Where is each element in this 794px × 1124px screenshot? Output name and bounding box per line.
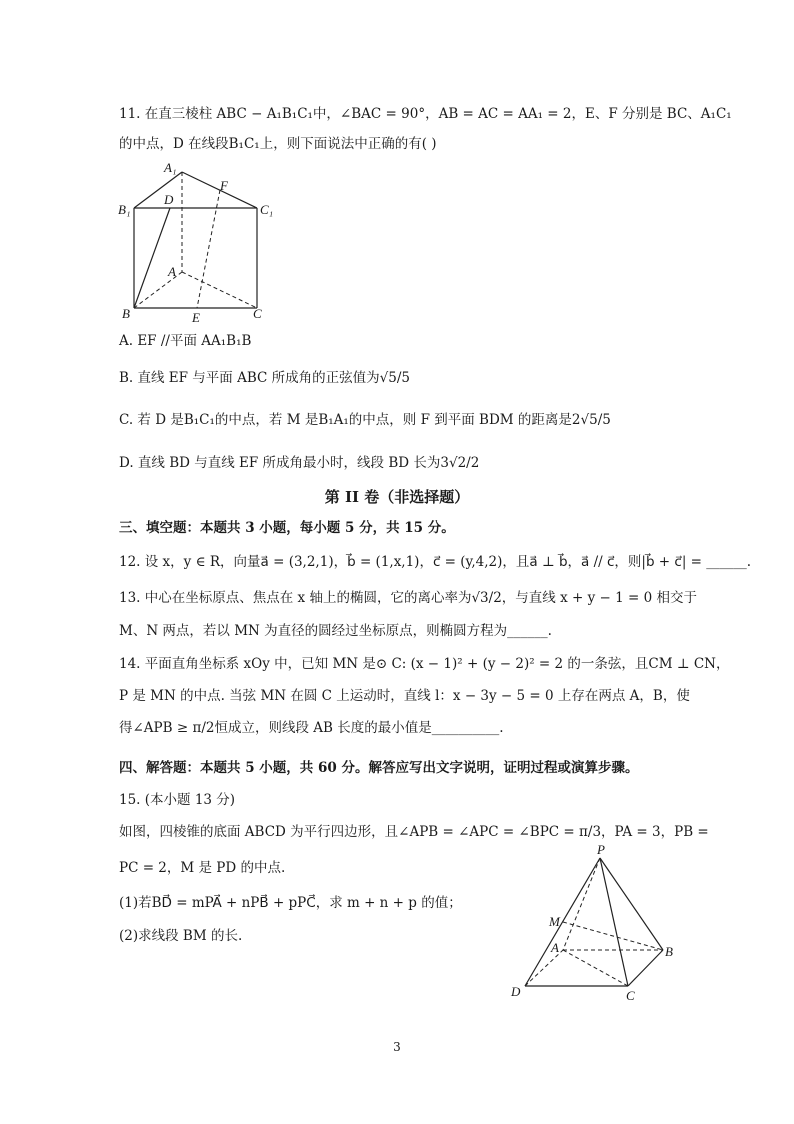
label-a: A xyxy=(551,940,559,955)
q11-option-c: C. 若 D 是B₁C₁的中点，若 M 是B₁A₁的中点，则 F 到平面 BDM 的距离是2√5/5 xyxy=(119,412,611,428)
q15-part2: (2)求线段 BM 的长. xyxy=(119,928,243,944)
label-f: F xyxy=(220,178,228,193)
q15-part1: (1)若BD⃗ = mPA⃗ + nPB⃗ + pPC⃗，求 m + n + p 的值； xyxy=(119,895,462,911)
label-m: M xyxy=(549,914,560,929)
page-number: 3 xyxy=(393,1040,401,1054)
section-title: 第 II 卷（非选择题） xyxy=(324,488,470,506)
label-a: A xyxy=(168,264,176,279)
q15-line1: 如图，四棱锥的底面 ABCD 为平行四边形，且∠APB = ∠APC = ∠BPC = π/3，PA = 3，PB = xyxy=(119,824,709,840)
q15-line2: PC = 2，M 是 PD 的中点. xyxy=(119,860,286,876)
label-c1: C₁ xyxy=(260,202,274,217)
label-p: P xyxy=(597,842,605,857)
q13-line1: 13. 中心在坐标原点、焦点在 x 轴上的椭圆，它的离心率为√3/2，与直线 x + y − 1 = 0 相交于 xyxy=(119,590,697,606)
part4-header: 四、解答题：本题共 5 小题，共 60 分。解答应写出文字说明，证明过程或演算步骤。 xyxy=(119,760,639,776)
q13-line2: M、N 两点，若以 MN 为直径的圆经过坐标原点，则椭圆方程为______. xyxy=(119,623,552,639)
q14-line1: 14. 平面直角坐标系 xOy 中，已知 MN 是⊙ C: (x − 1)² + (y − 2)² = 2 的一条弦，且CM ⊥ CN， xyxy=(119,656,730,672)
q15-title: 15. (本小题 13 分) xyxy=(119,792,236,808)
q12-text: 12. 设 x，y ∈ R，向量a⃗ = (3,2,1)，b⃗ = (1,x,1)，c⃗ = (y,4,2)，且a⃗ ⊥ b⃗，a⃗ // c⃗，则|b⃗ + c⃗| = ______. xyxy=(119,554,752,570)
pyramid-figure xyxy=(505,840,685,1005)
q11-stem-line1: 11. 在直三棱柱 ABC − A₁B₁C₁中，∠BAC = 90°，AB = AC = AA₁ = 2，E、F 分别是 BC、A₁C₁ xyxy=(119,106,732,122)
q11-option-d: D. 直线 BD 与直线 EF 所成角最小时，线段 BD 长为3√2/2 xyxy=(119,455,480,471)
label-a1: A₁ xyxy=(164,160,177,175)
label-d: D xyxy=(511,984,521,999)
q11-option-a: A. EF //平面 AA₁B₁B xyxy=(119,333,252,349)
q14-line3: 得∠APB ≥ π/2恒成立，则线段 AB 长度的最小值是__________. xyxy=(119,720,504,736)
label-b: B xyxy=(122,306,130,321)
label-e: E xyxy=(192,310,200,325)
label-b: B xyxy=(665,944,673,959)
label-c: C xyxy=(626,988,635,1003)
label-d: D xyxy=(164,192,174,207)
label-b1: B₁ xyxy=(118,202,131,217)
label-c: C xyxy=(253,306,262,321)
q11-stem-line2: 的中点，D 在线段B₁C₁上，则下面说法中正确的有( ) xyxy=(119,136,437,152)
q11-option-b: B. 直线 EF 与平面 ABC 所成角的正弦值为√5/5 xyxy=(119,370,410,386)
part3-header: 三、填空题：本题共 3 小题，每小题 5 分，共 15 分。 xyxy=(119,520,455,536)
prism-figure xyxy=(112,156,282,326)
q14-line2: P 是 MN 的中点. 当弦 MN 在圆 C 上运动时，直线 l：x − 3y − 5 = 0 上存在两点 A，B，使 xyxy=(119,688,690,704)
